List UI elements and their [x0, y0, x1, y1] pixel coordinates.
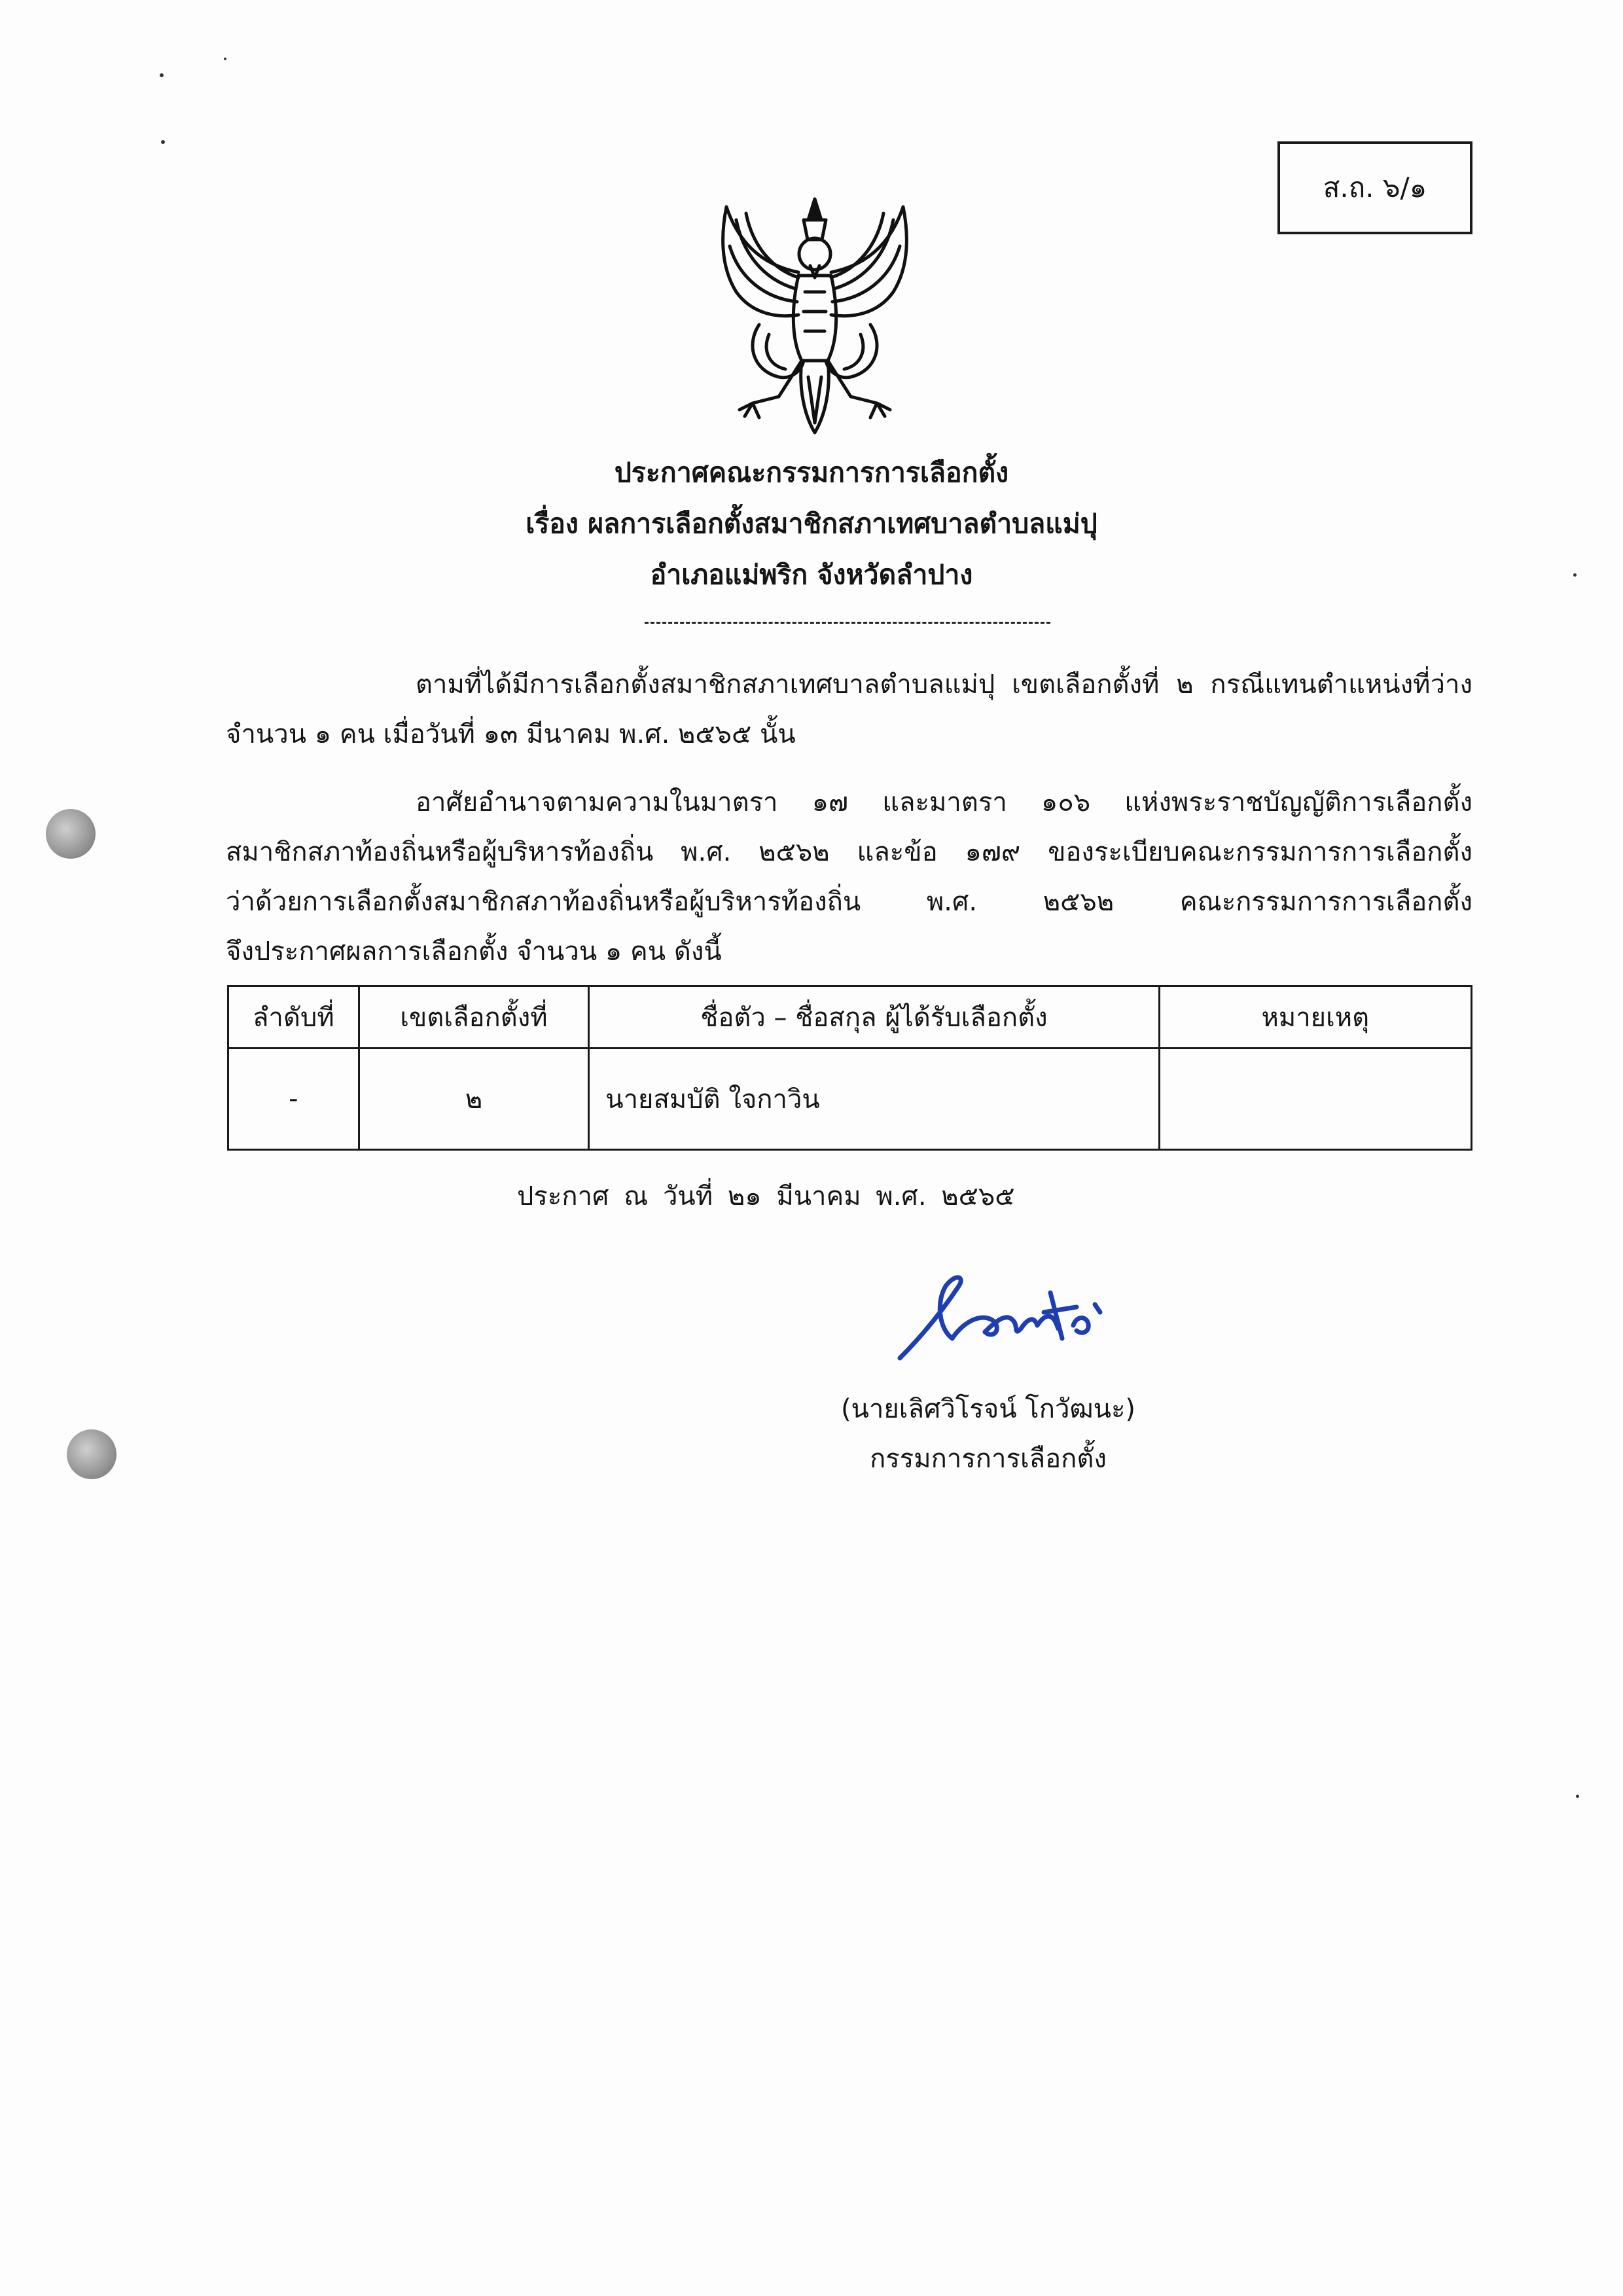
paragraph-1-line-1: ตามที่ได้มีการเลือกตั้งสมาชิกสภาเทศบาลตำบลแม่ปุ เขตเลือกตั้งที่ ๒ กรณีแทนตำแหน่งที่ว่าง [416, 670, 1472, 700]
header-order: ลำดับที่ [228, 986, 359, 1049]
scan-speck [224, 58, 226, 60]
header-location: อำเภอแม่พริก จังหวัดลำปาง [650, 559, 973, 590]
scan-speck [1573, 573, 1577, 577]
scan-speck [160, 73, 164, 77]
header-remark: หมายเหตุ [1159, 986, 1471, 1049]
punch-hole [46, 809, 96, 859]
cell-order: - [228, 1049, 359, 1150]
header-subject: เรื่อง ผลการเลือกตั้งสมาชิกสภาเทศบาลตำบลแม่ปุ [526, 508, 1097, 539]
header-name: ชื่อตัว – ชื่อสกุล ผู้ได้รับเลือกตั้ง [589, 986, 1159, 1049]
handwritten-signature-icon [887, 1266, 1116, 1371]
cell-name: นายสมบัติ ใจกาวิน [589, 1049, 1159, 1150]
header-district: เขตเลือกตั้งที่ [359, 986, 588, 1049]
scan-speck [1576, 1795, 1579, 1798]
form-code-box [1277, 141, 1472, 234]
announcement-date: ประกาศ ณ วันที่ ๒๑ มีนาคม พ.ศ. ๒๕๖๕ [517, 1181, 1015, 1211]
results-table [227, 985, 1472, 1151]
header-title: ประกาศคณะกรรมการการเลือกตั้ง [614, 457, 1009, 488]
paragraph-2-line-1: อาศัยอำนาจตามความในมาตรา ๑๗ และมาตรา ๑๐๖ แห่งพระราชบัญญัติการเลือกตั้ง [416, 787, 1472, 817]
table-row [228, 1049, 1472, 1150]
signer-title: กรรมการการเลือกตั้ง [870, 1444, 1107, 1474]
signer-name: (นายเลิศวิโรจน์ โกวัฒนะ) [840, 1394, 1136, 1424]
paragraph-1-line-2: จำนวน ๑ คน เมื่อวันที่ ๑๓ มีนาคม พ.ศ. ๒๕๖๕ นั้น [226, 719, 796, 749]
form-code: ส.ถ. ๖/๑ [1323, 171, 1427, 204]
paragraph-2-line-4: จึงประกาศผลการเลือกตั้ง จำนวน ๑ คน ดังนี้ [226, 937, 722, 967]
cell-remark [1159, 1049, 1471, 1150]
punch-hole [67, 1429, 116, 1479]
header-divider [645, 622, 1050, 624]
scan-speck [161, 140, 165, 144]
paragraph-2-line-2: สมาชิกสภาท้องถิ่นหรือผู้บริหารท้องถิ่น พ.ศ. ๒๕๖๒ และข้อ ๑๗๙ ของระเบียบคณะกรรมการการเลือกตั้ง [226, 837, 1472, 867]
paragraph-2-line-3: ว่าด้วยการเลือกตั้งสมาชิกสภาท้องถิ่นหรือผู้บริหารท้องถิ่น พ.ศ. ๒๕๖๒ คณะกรรมการการเลือกตั้ง [226, 887, 1472, 917]
table-header-row [228, 986, 1472, 1049]
garuda-emblem-icon [707, 194, 923, 437]
cell-district: ๒ [359, 1049, 588, 1150]
